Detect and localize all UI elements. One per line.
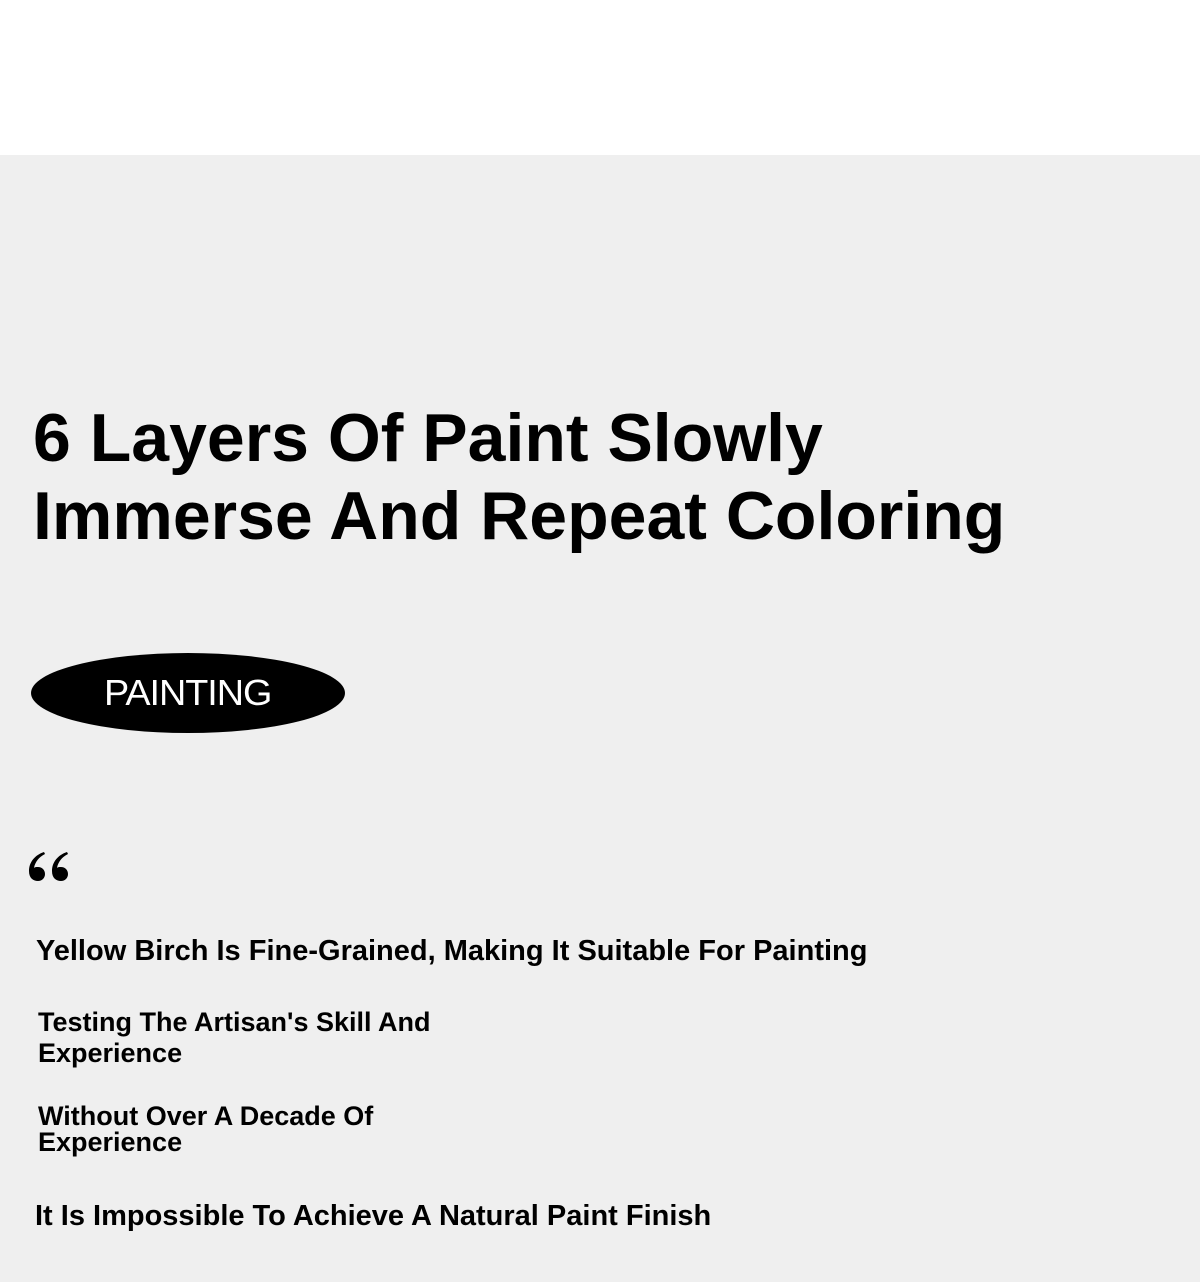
top-bar bbox=[0, 0, 1200, 155]
main-section bbox=[0, 155, 1200, 1282]
page-title-line-2: Immerse And Repeat Coloring bbox=[33, 478, 1006, 554]
feature-text-decade-experience: Without Over A Decade Of Experience bbox=[38, 1101, 374, 1157]
quote-open-icon bbox=[26, 848, 72, 888]
feature-text-natural-finish: It Is Impossible To Achieve A Natural Paint Finish bbox=[35, 1200, 712, 1232]
page-title-line-1: 6 Layers Of Paint Slowly bbox=[33, 400, 823, 476]
feature-text-artisan-skill: Testing The Artisan's Skill And Experience bbox=[38, 1007, 431, 1068]
feature-text-fine-grained: Yellow Birch Is Fine-Grained, Making It Suitable For Painting bbox=[36, 935, 868, 967]
category-tag-label: PAINTING bbox=[104, 672, 272, 713]
page-title bbox=[33, 399, 1005, 555]
category-tag bbox=[31, 653, 345, 733]
